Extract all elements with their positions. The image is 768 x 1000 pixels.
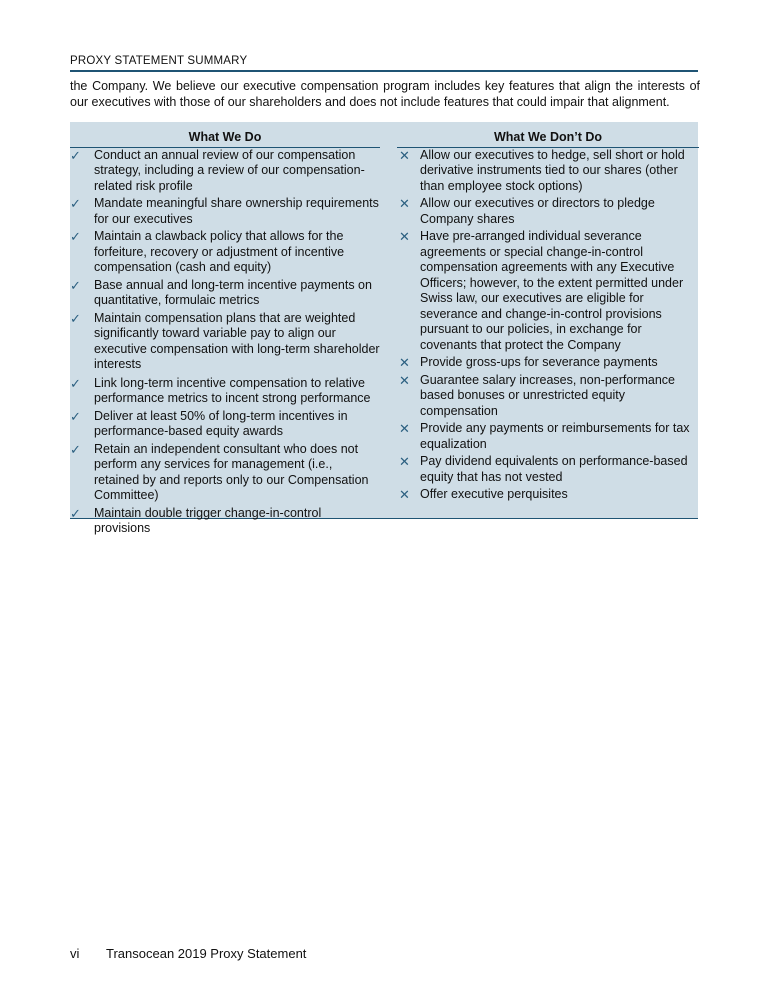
checkmark-icon: ✓ — [70, 147, 81, 163]
x-mark-icon: ✕ — [399, 372, 410, 388]
checkmark-icon: ✓ — [70, 408, 81, 424]
x-mark-icon: ✕ — [399, 147, 410, 163]
x-mark-icon: ✕ — [399, 421, 410, 436]
practices-panel — [70, 122, 698, 535]
list-item: ✓ Retain an independent consultant who does not perform any services for management (i.e., retained by and reports only to our Compensation Committee) — [70, 441, 369, 502]
page-number: vi — [70, 946, 80, 961]
checkmark-icon: ✓ — [70, 441, 81, 457]
list-item: ✕ Pay dividend equivalents on performance-based equity that has not vested — [399, 454, 688, 484]
list-item: ✕ Offer executive perquisites — [399, 487, 568, 502]
list-item: ✕ Provide any payments or reimbursements for tax equalization — [399, 421, 690, 451]
x-mark-icon: ✕ — [399, 454, 410, 469]
list-item: ✓ Maintain double trigger change-in-control provisions — [70, 505, 322, 535]
checkmark-icon: ✓ — [70, 196, 81, 211]
list-item: ✓ Base annual and long-term incentive payments on quantitative, formulaic metrics — [70, 277, 372, 307]
what-we-do-heading: What We Do — [70, 130, 380, 148]
page-footer — [70, 946, 306, 961]
list-item: ✕ Allow our executives to hedge, sell short or hold derivative instruments tied to our shares (other than employee stock options) — [399, 147, 685, 193]
list-item: ✕ Guarantee salary increases, non-performance based bonuses or unrestricted equity compensation — [399, 372, 675, 418]
x-mark-icon: ✕ — [399, 487, 410, 502]
what-we-dont-do-heading: What We Don’t Do — [397, 130, 699, 148]
checkmark-icon: ✓ — [70, 375, 81, 391]
what-we-dont-do-column — [397, 130, 699, 503]
checkmark-icon: ✓ — [70, 505, 81, 521]
list-item: ✓ Maintain a clawback policy that allows for the forfeiture, recovery or adjustment of incentive compensation (cash and equity) — [70, 229, 345, 274]
checkmark-icon: ✓ — [70, 277, 81, 293]
list-item: ✓ Maintain compensation plans that are weighted significantly toward variable pay to align our executive compensation with long-term shareholder interests — [70, 310, 380, 371]
list-item: ✓ Conduct an annual review of our compensation strategy, including a review of our compensation-related risk profile — [70, 147, 365, 193]
list-item: ✕ Allow our executives or directors to pledge Company shares — [399, 196, 655, 226]
checkmark-icon: ✓ — [70, 229, 81, 244]
list-item: ✓ Deliver at least 50% of long-term incentives in performance-based equity awards — [70, 408, 348, 438]
list-item: ✓ Mandate meaningful share ownership requirements for our executives — [70, 196, 379, 226]
what-we-do-column — [70, 130, 380, 537]
list-item: ✕ Provide gross-ups for severance payments — [399, 355, 658, 370]
x-mark-icon: ✕ — [399, 229, 410, 244]
section-header: PROXY STATEMENT SUMMARY — [70, 54, 698, 72]
list-item: ✕ Have pre-arranged individual severance agreements or special change-in-control compensation agreements with any Executive Officers; however, to the extent permitted under Swiss law, our executives are eligible for severance and change-in-control provisions pursuant to our policies, in exchange for covenants that protect the Company — [399, 229, 684, 352]
x-mark-icon: ✕ — [399, 196, 410, 211]
intro-paragraph: the Company. We believe our executive compensation program includes key features that align the interests of our executives with those of our shareholders and does not include features that could impair that alignment. — [70, 79, 700, 109]
checkmark-icon: ✓ — [70, 310, 81, 326]
list-item: ✓ Link long-term incentive compensation to relative performance metrics to incent strong performance — [70, 375, 371, 405]
document-title: Transocean 2019 Proxy Statement — [106, 946, 307, 961]
x-mark-icon: ✕ — [399, 355, 410, 370]
